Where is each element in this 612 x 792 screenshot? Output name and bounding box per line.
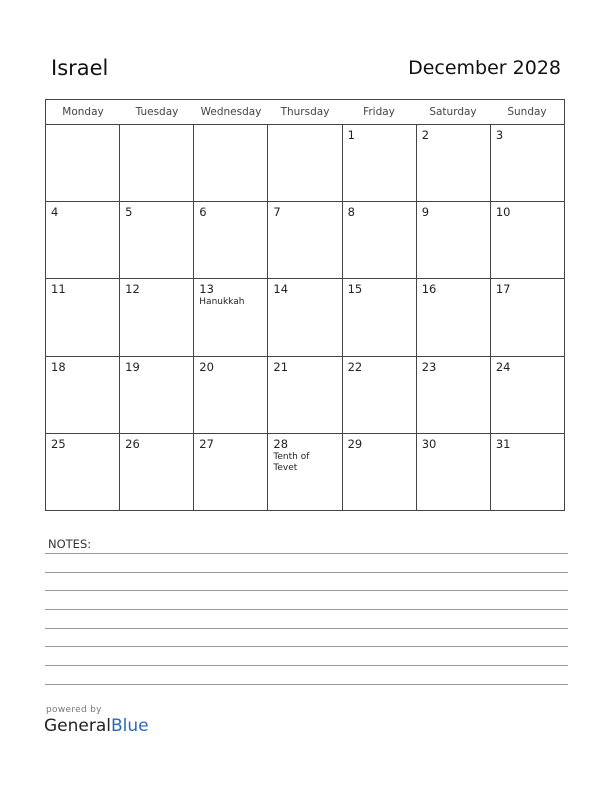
day-number: 28 <box>273 436 289 451</box>
brand-blue-text: Blue <box>111 716 149 736</box>
note-line <box>45 628 568 629</box>
weekday-header-saturday: Saturday <box>429 106 477 118</box>
day-cell <box>46 434 120 511</box>
holiday-label: Hanukkah <box>199 297 245 308</box>
day-cell <box>417 357 491 433</box>
day-number: 3 <box>495 128 504 142</box>
day-cell <box>268 357 342 433</box>
note-line <box>45 590 568 591</box>
day-number: 1 <box>347 128 355 142</box>
day-cell <box>268 125 342 201</box>
day-number: 31 <box>495 436 511 451</box>
day-number: 25 <box>51 436 66 451</box>
note-line <box>45 646 568 647</box>
powered-by-text: powered by <box>46 705 102 715</box>
day-cell <box>268 279 342 355</box>
week-row <box>46 357 564 434</box>
holiday-label: Tenth of Tevet <box>273 451 310 474</box>
day-number: 17 <box>495 282 511 297</box>
day-cell <box>343 279 417 355</box>
day-cell <box>491 434 564 511</box>
day-cell <box>120 357 194 433</box>
day-cell <box>491 357 564 433</box>
day-number: 11 <box>51 282 66 297</box>
day-number: 20 <box>199 359 214 374</box>
day-cell <box>46 125 120 201</box>
brand-general-text: General <box>44 716 111 736</box>
day-number: 4 <box>51 205 59 220</box>
day-number: 24 <box>495 359 511 374</box>
day-number: 14 <box>273 282 289 297</box>
day-cell <box>491 279 564 355</box>
day-cell <box>194 434 268 511</box>
day-cell <box>194 357 268 433</box>
day-cell <box>417 202 491 278</box>
day-number: 26 <box>125 436 140 451</box>
note-line <box>45 609 568 610</box>
calendar-grid <box>45 99 565 511</box>
day-cell <box>120 434 194 511</box>
day-cell <box>120 125 194 201</box>
weekday-header-tuesday: Tuesday <box>135 106 179 118</box>
day-number: 27 <box>199 436 214 451</box>
day-number: 18 <box>51 359 66 374</box>
day-number: 2 <box>421 128 430 142</box>
day-number: 13 <box>199 282 214 297</box>
day-cell <box>194 125 268 201</box>
day-cell <box>46 357 120 433</box>
day-cell <box>343 434 417 511</box>
day-cell <box>268 202 342 278</box>
day-number: 19 <box>125 359 140 374</box>
day-cell <box>343 125 417 201</box>
day-number: 10 <box>495 205 511 220</box>
day-cell <box>491 202 564 278</box>
day-number: 6 <box>199 205 207 220</box>
weekday-header-monday: Monday <box>62 106 104 118</box>
day-cell <box>46 202 120 278</box>
day-number: 7 <box>273 205 281 220</box>
day-cell <box>417 279 491 355</box>
brand-logo[interactable] <box>44 716 149 736</box>
weekday-header-row <box>46 100 564 125</box>
note-line <box>45 553 568 554</box>
day-number: 23 <box>421 359 437 374</box>
day-cell <box>194 279 268 355</box>
day-number: 15 <box>347 282 363 297</box>
day-number: 16 <box>421 282 437 297</box>
weekday-header-wednesday: Wednesday <box>200 106 262 118</box>
day-cell <box>120 202 194 278</box>
week-row <box>46 279 564 356</box>
country-title: Israel <box>51 56 109 80</box>
notes-label: NOTES: <box>48 537 92 551</box>
week-row <box>46 434 564 511</box>
weekday-header-thursday: Thursday <box>280 106 330 118</box>
day-cell <box>268 434 342 511</box>
day-cell <box>417 125 491 201</box>
note-line <box>45 684 568 685</box>
day-number: 5 <box>125 205 133 220</box>
day-cell <box>120 279 194 355</box>
day-cell <box>46 279 120 355</box>
day-number: 9 <box>421 205 430 220</box>
day-number: 30 <box>421 436 437 451</box>
note-line <box>45 665 568 666</box>
week-row <box>46 125 564 202</box>
day-number: 29 <box>347 436 363 451</box>
day-number: 8 <box>347 205 355 220</box>
day-number: 22 <box>347 359 363 374</box>
weekday-header-sunday: Sunday <box>507 106 547 118</box>
day-cell <box>491 125 564 201</box>
day-number: 12 <box>125 282 140 297</box>
day-cell <box>194 202 268 278</box>
day-cell <box>417 434 491 511</box>
day-number: 21 <box>273 359 289 374</box>
note-line <box>45 572 568 573</box>
week-row <box>46 202 564 279</box>
day-cell <box>343 357 417 433</box>
day-cell <box>343 202 417 278</box>
weekday-header-friday: Friday <box>363 106 395 118</box>
month-title: December 2028 <box>408 57 561 79</box>
